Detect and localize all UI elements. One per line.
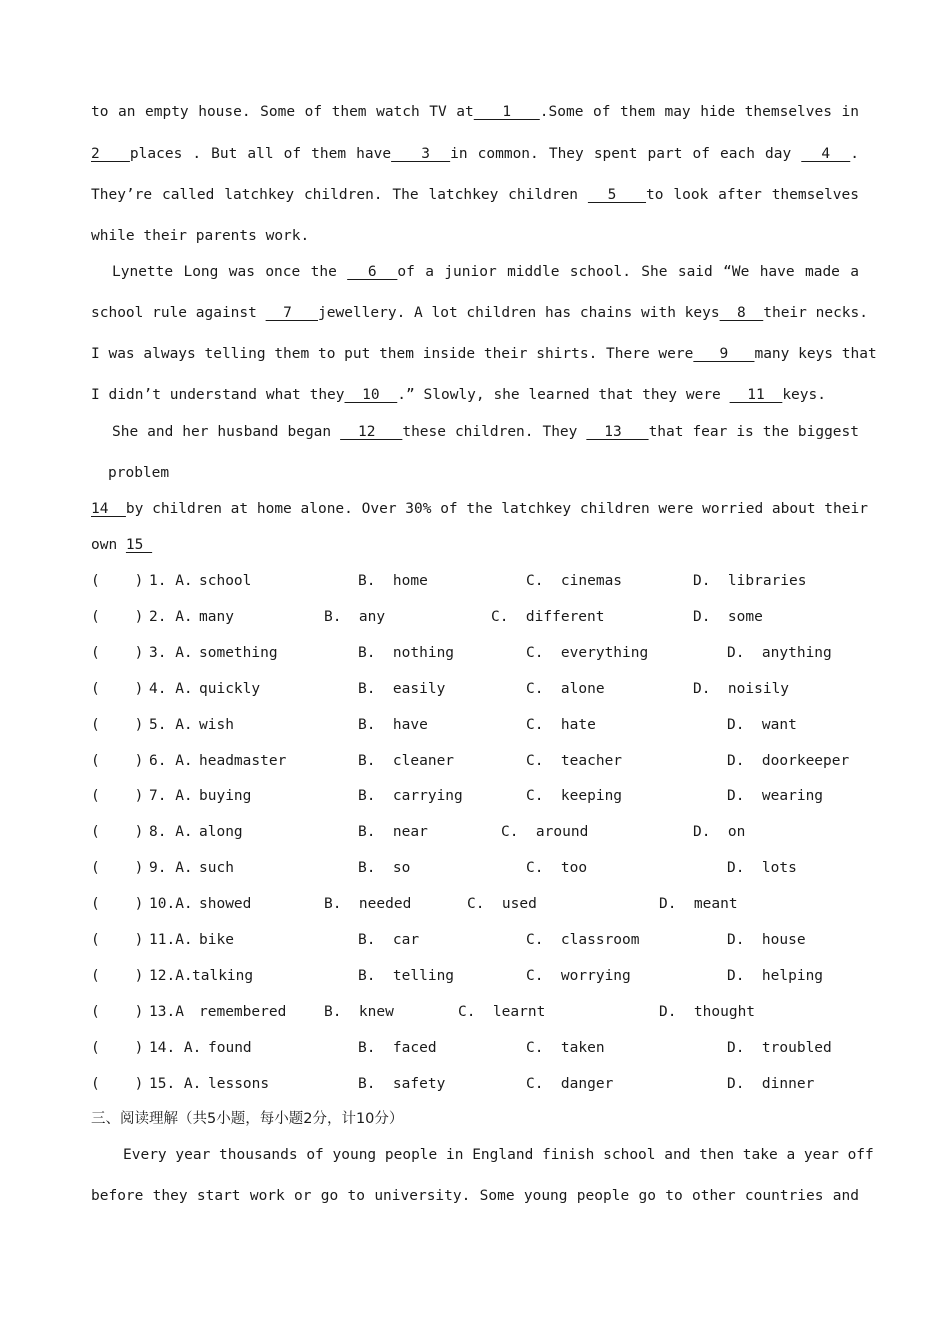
option-a: found	[208, 1039, 252, 1056]
option-b: B. carrying	[358, 788, 463, 805]
passage-line: 2 places . But all of them have 3 in common. They spent part of each day 4 .	[91, 146, 859, 162]
option-a: showed	[199, 896, 252, 913]
question-number: 9. A.	[149, 860, 193, 877]
option-a: wish	[199, 716, 234, 733]
option-b: B. faced	[358, 1039, 437, 1056]
question-row	[91, 1075, 891, 1093]
question-number: 7. A.	[149, 788, 193, 805]
passage-line: I didn’t understand what they 10 .” Slowly, she learned that they were 11 keys.	[91, 387, 826, 403]
option-a: such	[199, 860, 234, 877]
blank-12: 12	[340, 424, 403, 440]
answer-paren[interactable]: ( )	[91, 752, 144, 769]
answer-paren[interactable]: ( )	[91, 967, 144, 984]
reading-paragraph-line: Every year thousands of young people in England finish school and then take a year off	[123, 1147, 874, 1163]
question-number: 8. A.	[149, 824, 193, 841]
section-heading: 三、阅读理解（共5小题，每小题2分，计10分）	[91, 1111, 404, 1127]
passage-line: school rule against 7 jewellery. A lot children has chains with keys 8 their necks.	[91, 305, 868, 321]
option-c: C. hate	[526, 716, 596, 733]
answer-paren[interactable]: ( )	[91, 896, 144, 913]
option-d: D. dinner	[727, 1075, 815, 1092]
question-row	[91, 716, 891, 734]
passage-line: I was always telling them to put them inside their shirts. There were 9 many keys that	[91, 346, 877, 362]
answer-paren[interactable]: ( )	[91, 644, 144, 661]
option-a: along	[199, 824, 243, 841]
option-b: B. home	[358, 573, 428, 589]
blank-14: 14	[91, 501, 126, 517]
option-b: B. safety	[358, 1075, 446, 1092]
option-b: B. nothing	[358, 644, 455, 661]
option-d: D. doorkeeper	[727, 752, 850, 769]
blank-11: 11	[729, 387, 783, 403]
question-number: 10.A.	[149, 896, 193, 913]
question-number: 2. A.	[149, 608, 193, 625]
blank-15: 15	[125, 537, 153, 553]
option-d: D. house	[727, 932, 806, 948]
option-c: C. danger	[526, 1075, 614, 1092]
option-d: D. on	[693, 824, 746, 841]
option-c: C. teacher	[526, 752, 623, 769]
option-c: C. too	[526, 860, 588, 877]
answer-paren[interactable]: ( )	[91, 573, 144, 589]
option-d: D. helping	[727, 967, 824, 984]
question-row	[91, 1039, 891, 1057]
question-row	[91, 752, 891, 770]
option-d: D. troubled	[727, 1039, 832, 1056]
question-row	[91, 895, 891, 913]
option-a: bike	[199, 932, 234, 948]
answer-paren[interactable]: ( )	[91, 1075, 144, 1092]
option-b: B. any	[324, 608, 386, 625]
question-number: 15. A.	[149, 1075, 202, 1092]
blank-10: 10	[344, 387, 398, 403]
question-number: 11.A.	[149, 932, 193, 948]
option-b: B. telling	[358, 967, 455, 984]
option-c: C. different	[491, 608, 605, 625]
option-c: C. worrying	[526, 967, 631, 984]
answer-paren[interactable]: ( )	[91, 860, 144, 877]
passage-line: while their parents work.	[91, 228, 310, 244]
answer-paren[interactable]: ( )	[91, 716, 144, 733]
answer-paren[interactable]: ( )	[91, 1003, 144, 1020]
blank-8: 8	[719, 305, 764, 321]
option-b: B. knew	[324, 1003, 394, 1020]
option-c: C. alone	[526, 680, 605, 697]
option-a: headmaster	[199, 752, 287, 769]
question-number: 3. A.	[149, 644, 193, 661]
option-d: D. anything	[727, 644, 832, 661]
question-row	[91, 823, 891, 841]
option-d: D. lots	[727, 860, 797, 877]
question-number: 6. A.	[149, 752, 193, 769]
blank-13: 13	[586, 424, 649, 440]
option-a: lessons	[208, 1075, 270, 1092]
option-c: C. taken	[526, 1039, 605, 1056]
option-c: C. everything	[526, 644, 649, 661]
option-b: B. needed	[324, 896, 412, 913]
option-c: C. cinemas	[526, 573, 623, 589]
answer-paren[interactable]: ( )	[91, 788, 144, 805]
option-d: D. want	[727, 716, 797, 733]
option-d: D. thought	[659, 1003, 756, 1020]
option-b: B. so	[358, 860, 411, 877]
option-c: C. keeping	[526, 788, 623, 805]
option-a: many	[199, 608, 234, 625]
question-number: 1. A.	[149, 573, 193, 589]
blank-1: 1	[473, 104, 540, 120]
option-b: B. near	[358, 824, 428, 841]
option-b: B. car	[358, 932, 420, 948]
question-number: 5. A.	[149, 716, 193, 733]
answer-paren[interactable]: ( )	[91, 1039, 144, 1056]
question-row	[91, 1003, 891, 1021]
option-b: B. easily	[358, 680, 446, 697]
passage-line: to an empty house. Some of them watch TV at 1 .Some of them may hide themselves in	[91, 104, 859, 120]
option-b: B. have	[358, 716, 428, 733]
question-number: 4. A.	[149, 680, 193, 697]
question-row	[91, 787, 891, 805]
question-row	[91, 680, 891, 698]
passage-line: 14 by children at home alone. Over 30% of the latchkey children were worried about their	[91, 501, 868, 517]
option-c: C. around	[501, 824, 589, 841]
reading-paragraph-line: before they start work or go to university. Some young people go to other countries and	[91, 1188, 859, 1204]
option-c: C. classroom	[526, 932, 640, 948]
question-row	[91, 608, 891, 626]
question-number: 14. A.	[149, 1039, 202, 1056]
question-row	[91, 931, 891, 949]
answer-paren[interactable]: ( )	[91, 608, 144, 625]
option-a: buying	[199, 788, 252, 805]
blank-2: 2	[91, 146, 130, 162]
question-row	[91, 644, 891, 662]
option-c: C. used	[467, 896, 537, 913]
passage-line: problem	[108, 465, 170, 481]
option-d: D. meant	[659, 896, 738, 913]
question-number: 12.A.	[149, 967, 193, 984]
blank-6: 6	[347, 264, 398, 280]
blank-7: 7	[265, 305, 318, 321]
answer-paren[interactable]: ( )	[91, 680, 144, 697]
option-d: D. noisily	[693, 680, 790, 697]
blank-3: 3	[391, 146, 451, 162]
option-a: remembered	[199, 1003, 287, 1020]
question-number: 13.A	[149, 1003, 184, 1020]
answer-paren[interactable]: ( )	[91, 824, 144, 841]
answer-paren[interactable]: ( )	[91, 932, 144, 948]
option-d: D. wearing	[727, 788, 824, 805]
blank-4: 4	[801, 146, 851, 162]
option-a: talking	[192, 967, 254, 984]
blank-5: 5	[587, 187, 647, 203]
passage-line: Lynette Long was once the 6 of a junior middle school. She said “We have made a	[112, 264, 859, 280]
question-row	[91, 967, 891, 985]
option-a: quickly	[199, 680, 261, 697]
option-a: something	[199, 644, 278, 661]
passage-line: She and her husband began 12 these children. They 13 that fear is the biggest	[112, 424, 859, 440]
option-c: C. learnt	[458, 1003, 546, 1020]
option-b: B. cleaner	[358, 752, 455, 769]
option-a: school	[199, 573, 252, 589]
question-row	[91, 859, 891, 877]
option-d: D. some	[693, 608, 763, 625]
blank-9: 9	[693, 346, 755, 362]
passage-line: They’re called latchkey children. The latchkey children 5 to look after themselves	[91, 187, 859, 203]
passage-line: own 15	[91, 537, 153, 553]
question-row	[91, 572, 891, 590]
option-d: D. libraries	[693, 573, 807, 589]
